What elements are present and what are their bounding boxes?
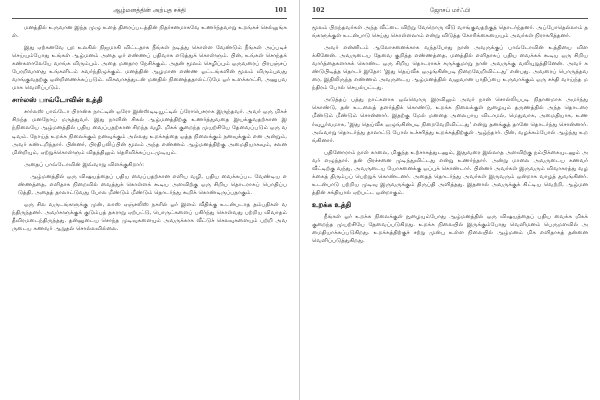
right-paragraph-4: பதினோராம் நாள் காலை, மிகுந்த உற்சாகத்துடனும், இதுவரை இல்லாத அளவிற்கு நம்பிக்கையுடனும் அவர் எழுந்தார். தன் பிரச்சனை முடிந்துவிட்டது என்று உணர்ந்தார். அன்று மாலை அவருடைய கணவர் வீட்டிற்கு வந்து, அவருடைய யோசனைக்கு ஒப்புக் கொண்டார். பின்னர் அவர்கள் இருவரும் விவாகரத்து வழக்கைத் திரும்பப் பெற்றுக் கொண்டனர். அதைத் தொடர்ந்து அவர்கள் இருவரும் ஒன்றாக வாழத் துவங்கினர். உடன்பாடு பற்றிய முடிவு இருவருக்கும் திருப்தி அளித்தது. இதனால் அவருக்குக் கிட்டிய வெற்றி, ஆழ்மனத்தின் சக்தியால் ஏற்பட்ட ஒன்றாகும். xyxy=(312,149,588,196)
right-paragraph-1: மூலம் பிறந்தவர்கள் அந்த வீட்டை விற்று வேறொரு வீடு வாங்குவதற்குத் தொடர்ந்தனர். அப்போதெல்லாம் தங்களுக்குள் உடன்பாடு செய்து கொள்ளலாம் என்று விடுத்த கோரிக்கையையும் அவர்கள் நிராகரித்தனர். xyxy=(312,25,588,40)
left-paragraph-1: மனத்தில் உருவான இந்த முழு உளத் திரைப்படத்தின் நிதர்சனமாகவே உணர்ந்தவாறு உறங்கச் செல்லுங்கள். xyxy=(12,25,287,40)
right-page xyxy=(300,0,600,400)
section-heading-baudoin: சார்லஸ் பாவ்டோவின் உத்தி xyxy=(12,96,103,105)
right-running-title: ஜோசப் மர்ஃபி xyxy=(429,7,471,14)
left-running-header xyxy=(12,6,287,19)
left-paragraph-2: இது ஏற்கனவே புற உலகில் நிஜமாகி விட்டதாக நீங்கள் நடித்து கொள்ள வேண்டும் நீங்கள் அப்படிச் செய்யும்போது உங்கள் ஆழ்மனம் அதை ஓர் எண்ணப் பதிவாக எடுத்துக் கொள்ளும். பின், உங்கள் சொந்தக் கண்களாலேயே வாங்க விரும்பும். அதை மனதார நேசிக்கும். அதன் மூலம் செழிப்பும் ஒருவரைப் பிரபஞ்சப் பேரறிவாளது உங்களிடம் கவர்ந்திழுக்கும். மனத்தின் ஆழமான எண்ண ஓட்டங்களின் மூலம் விரும்புவது வாங்குவதற்கு ஒன்றிணைக்கப்படும். விசுவாசத்துடன் மனதில் நினைத்ததால்ட்டுமே ஓர் உளக்காட்சி, அனுபவமாக வெளிப்படும். xyxy=(12,45,287,92)
right-paragraph-3: அடுத்தப் பத்து நாட்களாக ஒவ்வொரு இரவிலும் அவர் நான் சொல்லியபடி நிதானமாக அமர்ந்து கொண்டு, தன் உடலைத் தளர்த்திக் கொண்டு, உறக்க நிலைக்குள் நுழையும் தருணத்தில் அந்த தொடரை மீண்டும் மீண்டும் சொன்னார். இதற்கு மேல் மனதை அலைபாய விடாமல், மெதுவாக, அமைதியாக, உணர்வுபூர்வமாக, 'இது தெய்வீக ஒழுங்கின்படி நிறைவேறிவிட்டது' என்று தனக்குத் தானே தொடர்ந்து சொன்னார். அவ்வாறு தொடர்ந்து தாலாட்டு போல் உச்சரித்து உறக்கத்திற்குள் ஆழ்ந்தார். பின், வழக்கம்போல் ஆழ்ந்து உறங்கினார். xyxy=(312,97,588,144)
right-page-number: 102 xyxy=(312,7,325,14)
section-heading-sleep-technique: உறக்க உத்தி xyxy=(312,200,352,209)
left-running-title: ஆழ்மனத்தின் அற்புத சக்தி xyxy=(113,7,186,14)
left-paragraph-6: ஒரு சில வருடங்களுக்கு முன், லாஸ் ஏஞ்சலிஸ் நகரில் ஓர் இளம் வீதிக்கு உடன்படாத தம்பதிகள் வந்திருந்தனர். அவர்களுக்குக் குடும்பத் தகராறு ஏற்பட்டு, பொருட்களைப் பகிர்ந்து கொள்வது பற்றிய விவாதம் தீவிரமடைந்திருந்தது. தன்னுடைய சொந்த முடிவுகளையும் அவருக்காக வீட்டுச் செலவுகளையும் பற்றி அவருடைய கணவர் ஆறுதல் சொல்லவில்லை. xyxy=(12,201,287,232)
left-paragraph-3: சார்லஸ் பாவ்டோ பிரான்சு நாட்டின் ஒரோ இன்ஸ்டிடியூட்டில் ப்ரோபெசராக இருந்தவர். அவர் ஒரு மிகச் சிறந்த மனநோய் மருத்துவர். இது நாளின் சிகல் ஆழ்மனத்திற்கு உணர்த்துவதை இயக்குவதற்கான இந்நிலையே ஆழ்மனத்தில் பதிய வைப்பதற்கான சிறந்த வழி. மிகக் குறைந்த முயற்சியே தேவைப்படும் ஒரு வடிவம். நோய்த் உறக்க நிலைக்கும் நனவுக்கும் அல்லது உறக்கத்தை ஒத்த நிலைக்கும் நனவுக்கும் என அன்றும், அவர் கண்டறிந்தார். பின்னர், பிரதிபலிப்பின் மூலம் அந்த எண்ணம் ஆழ்மனத்திற்கு அமைதியாகவும், சலனமின்றியும், ஏற்றுக்கொள்ளும் விதத்திலும் தெரிவிக்கப்படமுடியும். xyxy=(12,109,287,156)
right-closing-paragraph: நீங்கள் ஓர் உறக்க நிலைக்குள் நுழையும்போது ஆழ்மனத்தில் ஒரு விஷயத்தைப் பதிய வைக்க மிகக் குறைந்த முயற்சியே தேவைப்படுகிறது. உறக்க நிலையில் இருக்கும்போது வெளிமனம் பெருமளவில் அமைதியாக்கப்படுகிறது. உறக்கத்திற்குச் சற்று முன்பு உள்ள நிலையில் ஆழ்மனம் மிக எளிதாகத் தன்னை வெளிப்படுத்துகிறது. xyxy=(312,213,588,245)
left-page-number: 101 xyxy=(274,7,287,14)
right-running-header xyxy=(312,6,588,19)
right-paragraph-2: அவர் என்னிடம் ஆலோசனைக்காக வந்தபோது நான் அவருக்குப் பாவ்டோவின் உத்தியை விளக்கினேன். அவருடைய தேவை குறித்த எண்ணத்தை, மனத்தில் எளிதாகப் பதிய வைக்கக் கூடிய ஒரு சிறிய வார்த்தைகளாகக் கொண்ட ஒரு சிறிய தொடராகச் சுருக்குமாறு நான் அவருக்கு வலியுறுத்தினேன். அவர் கண்டுபிடித்த தொடர் இதோ: 'இது தெய்வீக ஒழுங்கின்படி நிறைவேறிவிட்டது' என்பது. அவரைப் பொருத்தவரை, இதிலிருந்த எண்ணம் அவருடைய ஆழ்மனத்தில் வலுவான பாதிப்பை உருவாக்கும் ஒரு சக்தி வாய்ந்த மந்திரம் போல் செயல்பட்டது. xyxy=(312,45,588,92)
left-paragraph-4: அதைப் பாவ்டோவின் இவ்வாறு விளக்குகிறார்: xyxy=(24,161,145,168)
left-quote-paragraph: ஆழ்மனத்தில் ஒரு விஷயத்தைப் பதிய வைப்பதற்கான எளிய வழி, பதிய வைக்கப்பட வேண்டிய எண்ணத்தை, எளிதாக நிறைவில் வைத்துக் கொள்ளக் கூடிய அளவிற்கு ஒரு சிறிய தொடராகப் பொதிப்படுத்தி, அதைத் தாலாட்டுவது போல மீண்டும் மீண்டும் தொடர்ந்து கூறிக் கொண்டிருப்பதாகும். xyxy=(18,173,287,196)
